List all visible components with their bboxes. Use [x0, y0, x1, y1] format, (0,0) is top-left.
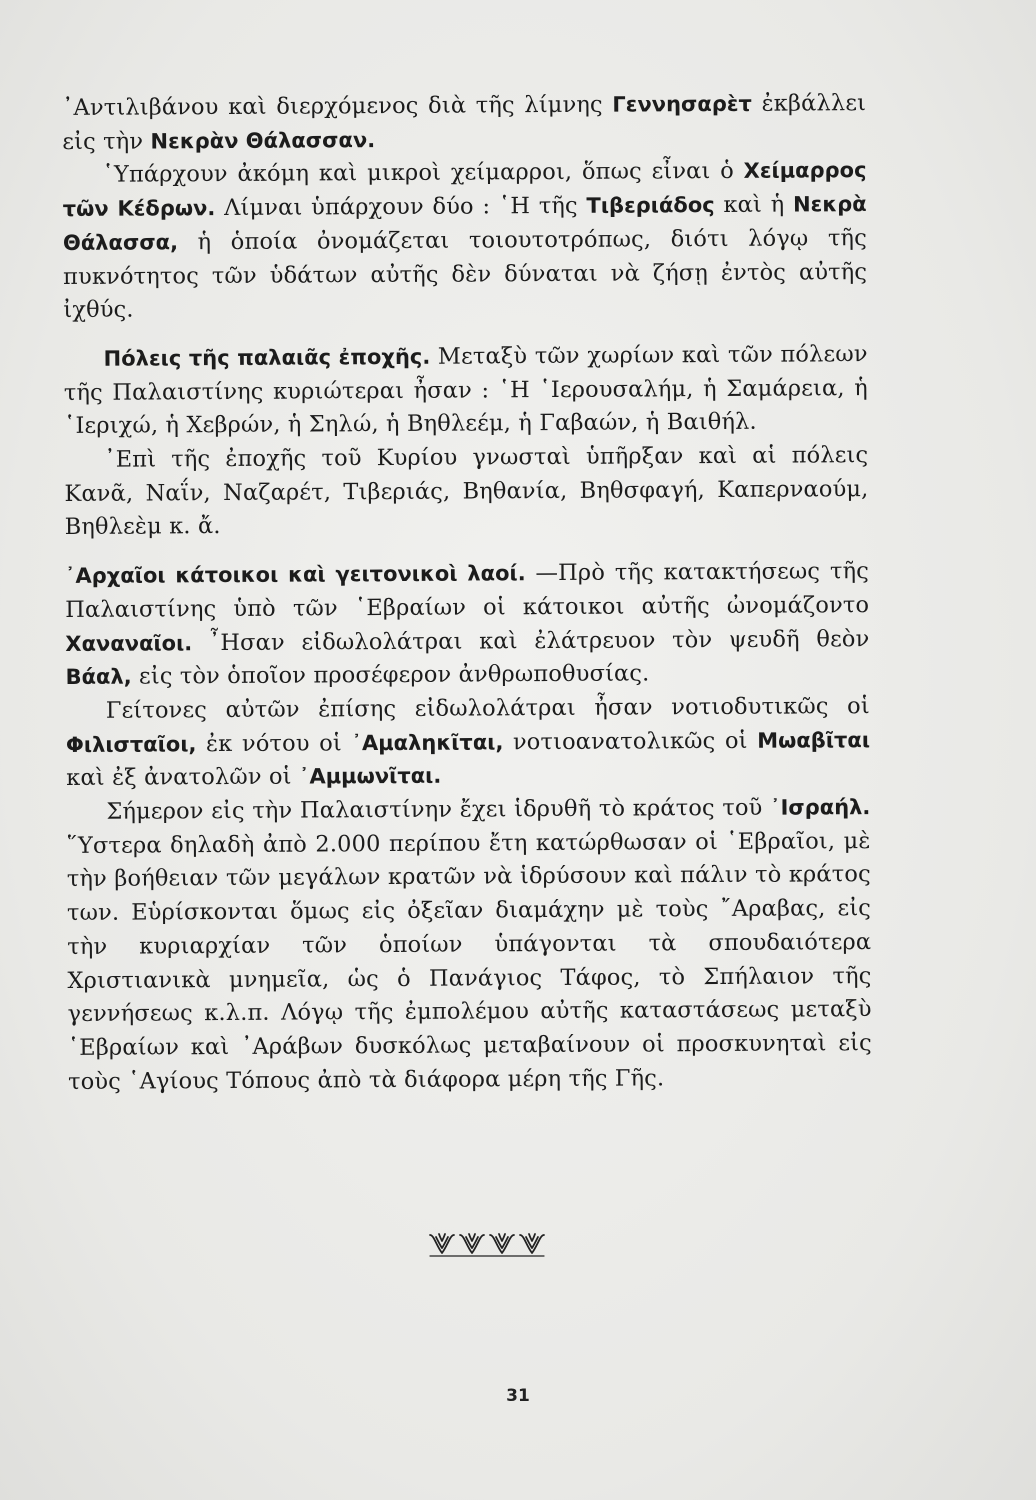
bold-term: Φιλισταῖοι,	[65, 731, 197, 757]
paragraph-5	[65, 555, 870, 695]
text-run: ῞Υστερα δηλαδὴ ἀπὸ 2.000 περίπου ἔτη κατώρθωσαν οἱ ῾Εβραῖοι, μὲ τὴν βοήθειαν τῶν μεγάλων κρατῶν νὰ ἱδρύσουν καὶ πάλιν τὸ κράτος των. Εὑρίσκονται ὅμως εἰς ὀξεῖαν διαμάχην μὲ τοὺς ῎Αραβας, εἰς τὴν κυριαρχίαν τῶν ὁποίων ὑπάγονται τὰ σπουδαιότερα Χριστιανικὰ μνημεῖα, ὡς ὁ Πανάγιος Τάφος, τὸ Σπήλαιον τῆς γεννήσεως κ.λ.π. Λόγῳ τῆς ἐμπολέμου αὐτῆς καταστάσεως μεταξὺ ῾Εβραίων καὶ ᾿Αράβων δυσκόλως μεταβαίνουν οἱ προσκυνηταὶ εἰς τοὺς ῾Αγίους Τόπους ἀπὸ τὰ διάφορα μέρη τῆς Γῆς.	[66, 827, 872, 1095]
decorative-ornament	[428, 1230, 548, 1260]
bold-term: Νεκρὰ Θάλασσα,	[62, 192, 867, 255]
bold-term: Χαναναῖοι.	[65, 630, 193, 656]
text-run: ᾿Αντιλιβάνου καὶ διερχόμενος διὰ τῆς λίμνης	[62, 91, 613, 121]
text-run: Μεταξὺ τῶν χωρίων καὶ τῶν πόλεων τῆς Παλαιστίνης κυριώτεραι ἦσαν : ῾Η ῾Ιερουσαλήμ, ἡ Σαμάρεια, ἡ ῾Ιεριχώ, ἡ Χεβρών, ἡ Σηλώ, ἡ Βηθλεέμ, ἡ Γαβαών, ἡ Βαιθήλ.	[63, 341, 868, 440]
bold-term: ᾿Αμμωνῖται.	[298, 764, 442, 789]
text-run: καὶ ἡ	[714, 191, 794, 219]
page-number: 31	[506, 1386, 530, 1406]
bold-term: Τιβεριάδος	[586, 193, 715, 218]
bold-term: Νεκρὰν Θάλασσαν.	[150, 127, 376, 154]
paragraph-1	[62, 87, 866, 159]
text-run: Σήμερον εἰς τὴν Παλαιστίνην ἔχει ἱδρυθῆ τὸ κράτος τοῦ	[106, 794, 771, 825]
text-run: Λίμναι ὑπάρχουν δύο : ῾Η τῆς	[215, 192, 587, 222]
text-run: νοτιοανατολικῶς οἱ	[503, 727, 758, 755]
paragraph-3	[64, 338, 869, 444]
paragraph-4	[64, 439, 869, 545]
bold-term: Μωαβῖται	[757, 727, 871, 753]
text-run: —Πρὸ τῆς κατακτήσεως τῆς Παλαιστίνης ὑπὸ τῶν ῾Εβραίων οἱ κάτοικοι αὐτῆς ὠνομάζοντο	[65, 558, 870, 623]
paragraph-6	[66, 690, 871, 796]
bold-term: Βάαλ,	[65, 664, 132, 690]
text-run: ᾿Επὶ τῆς ἐποχῆς τοῦ Κυρίου γνωσταὶ ὑπῆρξαν καὶ αἱ πόλεις Κανᾶ, Ναΐν, Ναζαρέτ, Τιβεριάς, Βηθανία, Βηθσφαγή, Καπερναούμ, Βηθλεὲμ κ. ἄ.	[64, 442, 869, 541]
text-run: ἡ ὁποία ὀνομάζεται τοιουτοτρόπως, διότι λόγῳ τῆς πυκνότητος τῶν ὑδάτων αὐτῆς δὲν δύναται νὰ ζήσῃ ἐντὸς αὐτῆς ἰχθύς.	[63, 224, 868, 324]
body-text	[62, 87, 872, 1099]
text-run: Γείτονες αὐτῶν ἐπίσης εἰδωλολάτραι ἦσαν νοτιοδυτικῶς οἱ	[105, 693, 870, 724]
bold-term: ᾿Αμαληκῖται,	[351, 729, 504, 755]
bold-term: ᾿Αρχαῖοι κάτοικοι καὶ γειτονικοὶ λαοί.	[64, 561, 526, 589]
bold-term: ᾿Ισραήλ.	[769, 795, 871, 820]
paragraph-7	[66, 791, 872, 1099]
text-run: εἰς τὸν ὁποῖον προσέφερον ἀνθρωποθυσίας.	[131, 660, 650, 690]
paragraph-2	[62, 154, 867, 327]
bold-term: Χείμαρρος τῶν Κέδρων.	[62, 158, 867, 222]
text-run: ἐκ νότου οἱ	[196, 729, 352, 757]
ornament-icon	[428, 1231, 548, 1259]
text-run: ῏Ησαν εἰδωλολάτραι καὶ ἐλάτρευον τὸν ψευδῆ θεὸν	[192, 625, 870, 656]
text-run: καὶ ἐξ ἀνατολῶν οἱ	[66, 763, 299, 792]
bold-term: Γεννησαρὲτ	[612, 91, 752, 117]
bold-term: Πόλεις τῆς παλαιᾶς ἐποχῆς.	[103, 344, 431, 371]
text-run: ῾Υπάρχουν ἀκόμη καὶ μικροὶ χείμαρροι, ὅπως εἶναι ὁ	[102, 158, 744, 189]
text-run: ἐκβάλλει εἰς τὴν	[62, 90, 867, 155]
